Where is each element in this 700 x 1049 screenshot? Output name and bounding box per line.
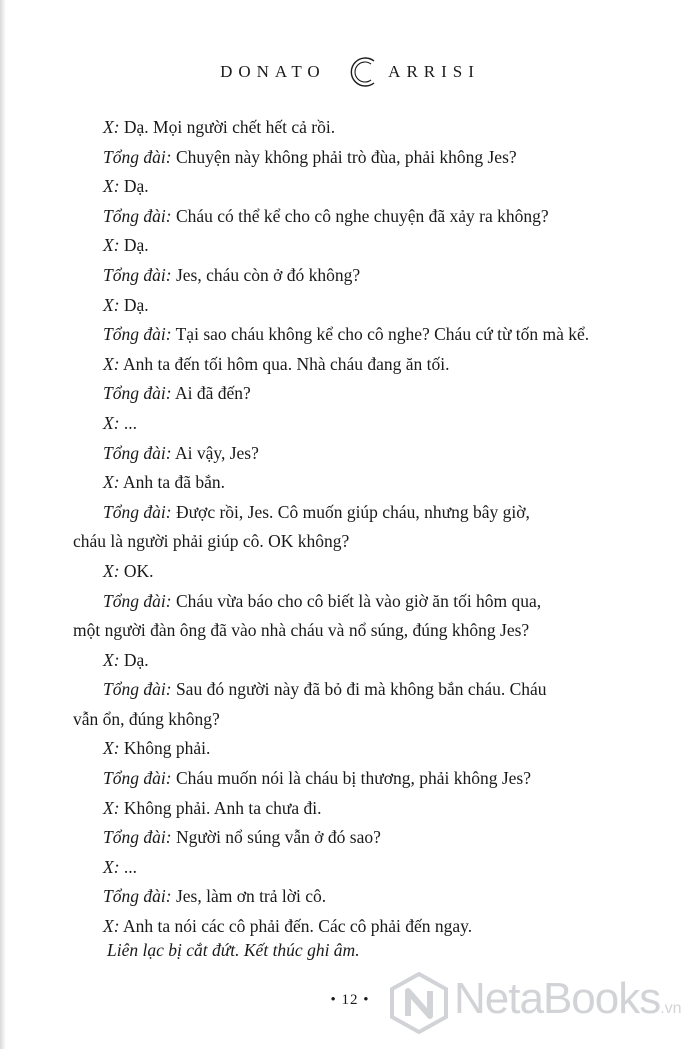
dialogue-line bbox=[103, 912, 633, 942]
speech-text: Sau đó người này đã bỏ đi mà không bắn cháu. Cháu bbox=[171, 679, 547, 700]
speech-text: Dạ. bbox=[119, 649, 149, 670]
dialogue-line bbox=[103, 587, 633, 617]
speaker-label: X: bbox=[103, 294, 120, 315]
speaker-label: X: bbox=[103, 649, 120, 670]
dialogue-line bbox=[103, 439, 633, 469]
dialogue-line bbox=[73, 616, 633, 646]
dialogue-line bbox=[103, 498, 633, 528]
dialogue-line bbox=[103, 379, 633, 409]
speaker-label: Tổng đài: bbox=[103, 324, 172, 345]
dialogue-line bbox=[103, 468, 633, 498]
speaker-label: Tổng đài: bbox=[103, 679, 172, 700]
speech-text: Dạ. bbox=[119, 176, 149, 197]
dialogue-transcript bbox=[73, 113, 633, 942]
dialogue-line bbox=[103, 557, 633, 587]
dialogue-line bbox=[103, 823, 633, 853]
dialogue-line bbox=[73, 527, 633, 557]
watermark-brand: NetaBooks bbox=[454, 974, 661, 1023]
dialogue-line bbox=[103, 764, 633, 794]
dialogue-line bbox=[103, 646, 633, 676]
speaker-label: Tổng đài: bbox=[103, 442, 172, 463]
speech-text: Cháu muốn nói là cháu bị thương, phải không Jes? bbox=[171, 768, 532, 789]
speaker-label: Tổng đài: bbox=[103, 827, 172, 848]
speaker-label: X: bbox=[103, 560, 120, 581]
speech-text: Tại sao cháu không kể cho cô nghe? Cháu cứ từ tốn mà kể. bbox=[171, 324, 590, 345]
speaker-label: X: bbox=[103, 353, 120, 374]
dialogue-line bbox=[103, 202, 633, 232]
speaker-label: Tổng đài: bbox=[103, 590, 172, 611]
speech-text: Không phải. Anh ta chưa đi. bbox=[119, 797, 322, 818]
dialogue-line bbox=[73, 705, 633, 735]
dialogue-line bbox=[103, 853, 633, 883]
speech-text: ... bbox=[119, 412, 138, 433]
running-header bbox=[0, 52, 700, 92]
speech-text: ... bbox=[119, 856, 138, 877]
speech-text: Dạ. bbox=[119, 294, 149, 315]
speech-text: Anh ta đã bắn. bbox=[119, 472, 225, 493]
speech-text: Chuyện này không phải trò đùa, phải không Jes? bbox=[171, 146, 517, 167]
closing-note: Liên lạc bị cắt đứt. Kết thúc ghi âm. bbox=[107, 940, 360, 960]
dialogue-line bbox=[103, 675, 633, 705]
author-first-name: DONATO bbox=[220, 62, 326, 81]
dialogue-line bbox=[103, 172, 633, 202]
speech-text: Cháu có thể kể cho cô nghe chuyện đã xảy ra không? bbox=[171, 205, 549, 226]
speaker-label: X: bbox=[103, 856, 120, 877]
speech-text: cháu là người phải giúp cô. OK không? bbox=[73, 531, 350, 552]
dialogue-line bbox=[103, 350, 633, 380]
speech-text: Anh ta nói các cô phải đến. Các cô phải đến ngay. bbox=[119, 916, 473, 937]
speech-text: Jes, cháu còn ở đó không? bbox=[171, 264, 361, 285]
speech-text: Được rồi, Jes. Cô muốn giúp cháu, nhưng bây giờ, bbox=[171, 501, 530, 522]
speaker-label: Tổng đài: bbox=[103, 383, 172, 404]
speech-text: Không phải. bbox=[119, 738, 211, 759]
dialogue-line bbox=[103, 734, 633, 764]
speaker-label: X: bbox=[103, 738, 120, 759]
dialogue-line bbox=[103, 113, 633, 143]
author-logo-c bbox=[344, 52, 384, 92]
speaker-label: X: bbox=[103, 797, 120, 818]
speech-text: vẫn ổn, đúng không? bbox=[73, 708, 220, 729]
speaker-label: X: bbox=[103, 235, 120, 256]
speaker-label: Tổng đài: bbox=[103, 146, 172, 167]
speaker-label: Tổng đài: bbox=[103, 886, 172, 907]
speech-text: một người đàn ông đã vào nhà cháu và nổ súng, đúng không Jes? bbox=[73, 620, 530, 641]
dialogue-line bbox=[103, 882, 633, 912]
speaker-label: X: bbox=[103, 472, 120, 493]
author-last-name: ARRISI bbox=[388, 62, 480, 81]
dialogue-line bbox=[103, 143, 633, 173]
page-number: • 12 • bbox=[330, 992, 370, 1008]
watermark-logo-icon bbox=[388, 972, 450, 1034]
dialogue-line bbox=[103, 231, 633, 261]
page-edge bbox=[0, 0, 6, 1049]
speaker-label: Tổng đài: bbox=[103, 264, 172, 285]
dialogue-line bbox=[103, 291, 633, 321]
speech-text: OK. bbox=[119, 560, 154, 581]
watermark-text bbox=[454, 974, 682, 1024]
dialogue-line bbox=[103, 261, 633, 291]
speaker-label: X: bbox=[103, 117, 120, 137]
speech-text: Người nổ súng vẫn ở đó sao? bbox=[171, 827, 381, 848]
dialogue-line bbox=[103, 794, 633, 824]
dialogue-line bbox=[103, 320, 633, 350]
speech-text: Anh ta đến tối hôm qua. Nhà cháu đang ăn tối. bbox=[119, 353, 450, 374]
watermark bbox=[388, 968, 700, 1040]
speech-text: Dạ. Mọi người chết hết cả rồi. bbox=[119, 117, 336, 137]
dialogue-line bbox=[103, 409, 633, 439]
speech-text: Cháu vừa báo cho cô biết là vào giờ ăn tối hôm qua, bbox=[171, 590, 542, 611]
speaker-label: X: bbox=[103, 916, 120, 937]
speech-text: Dạ. bbox=[119, 235, 149, 256]
speech-text: Ai đã đến? bbox=[171, 383, 251, 404]
speech-text: Ai vậy, Jes? bbox=[171, 442, 259, 463]
watermark-suffix: .vn bbox=[660, 1000, 682, 1017]
speech-text: Jes, làm ơn trả lời cô. bbox=[171, 886, 327, 907]
speaker-label: Tổng đài: bbox=[103, 501, 172, 522]
speaker-label: Tổng đài: bbox=[103, 768, 172, 789]
speaker-label: Tổng đài: bbox=[103, 205, 172, 226]
speaker-label: X: bbox=[103, 176, 120, 197]
speaker-label: X: bbox=[103, 412, 120, 433]
